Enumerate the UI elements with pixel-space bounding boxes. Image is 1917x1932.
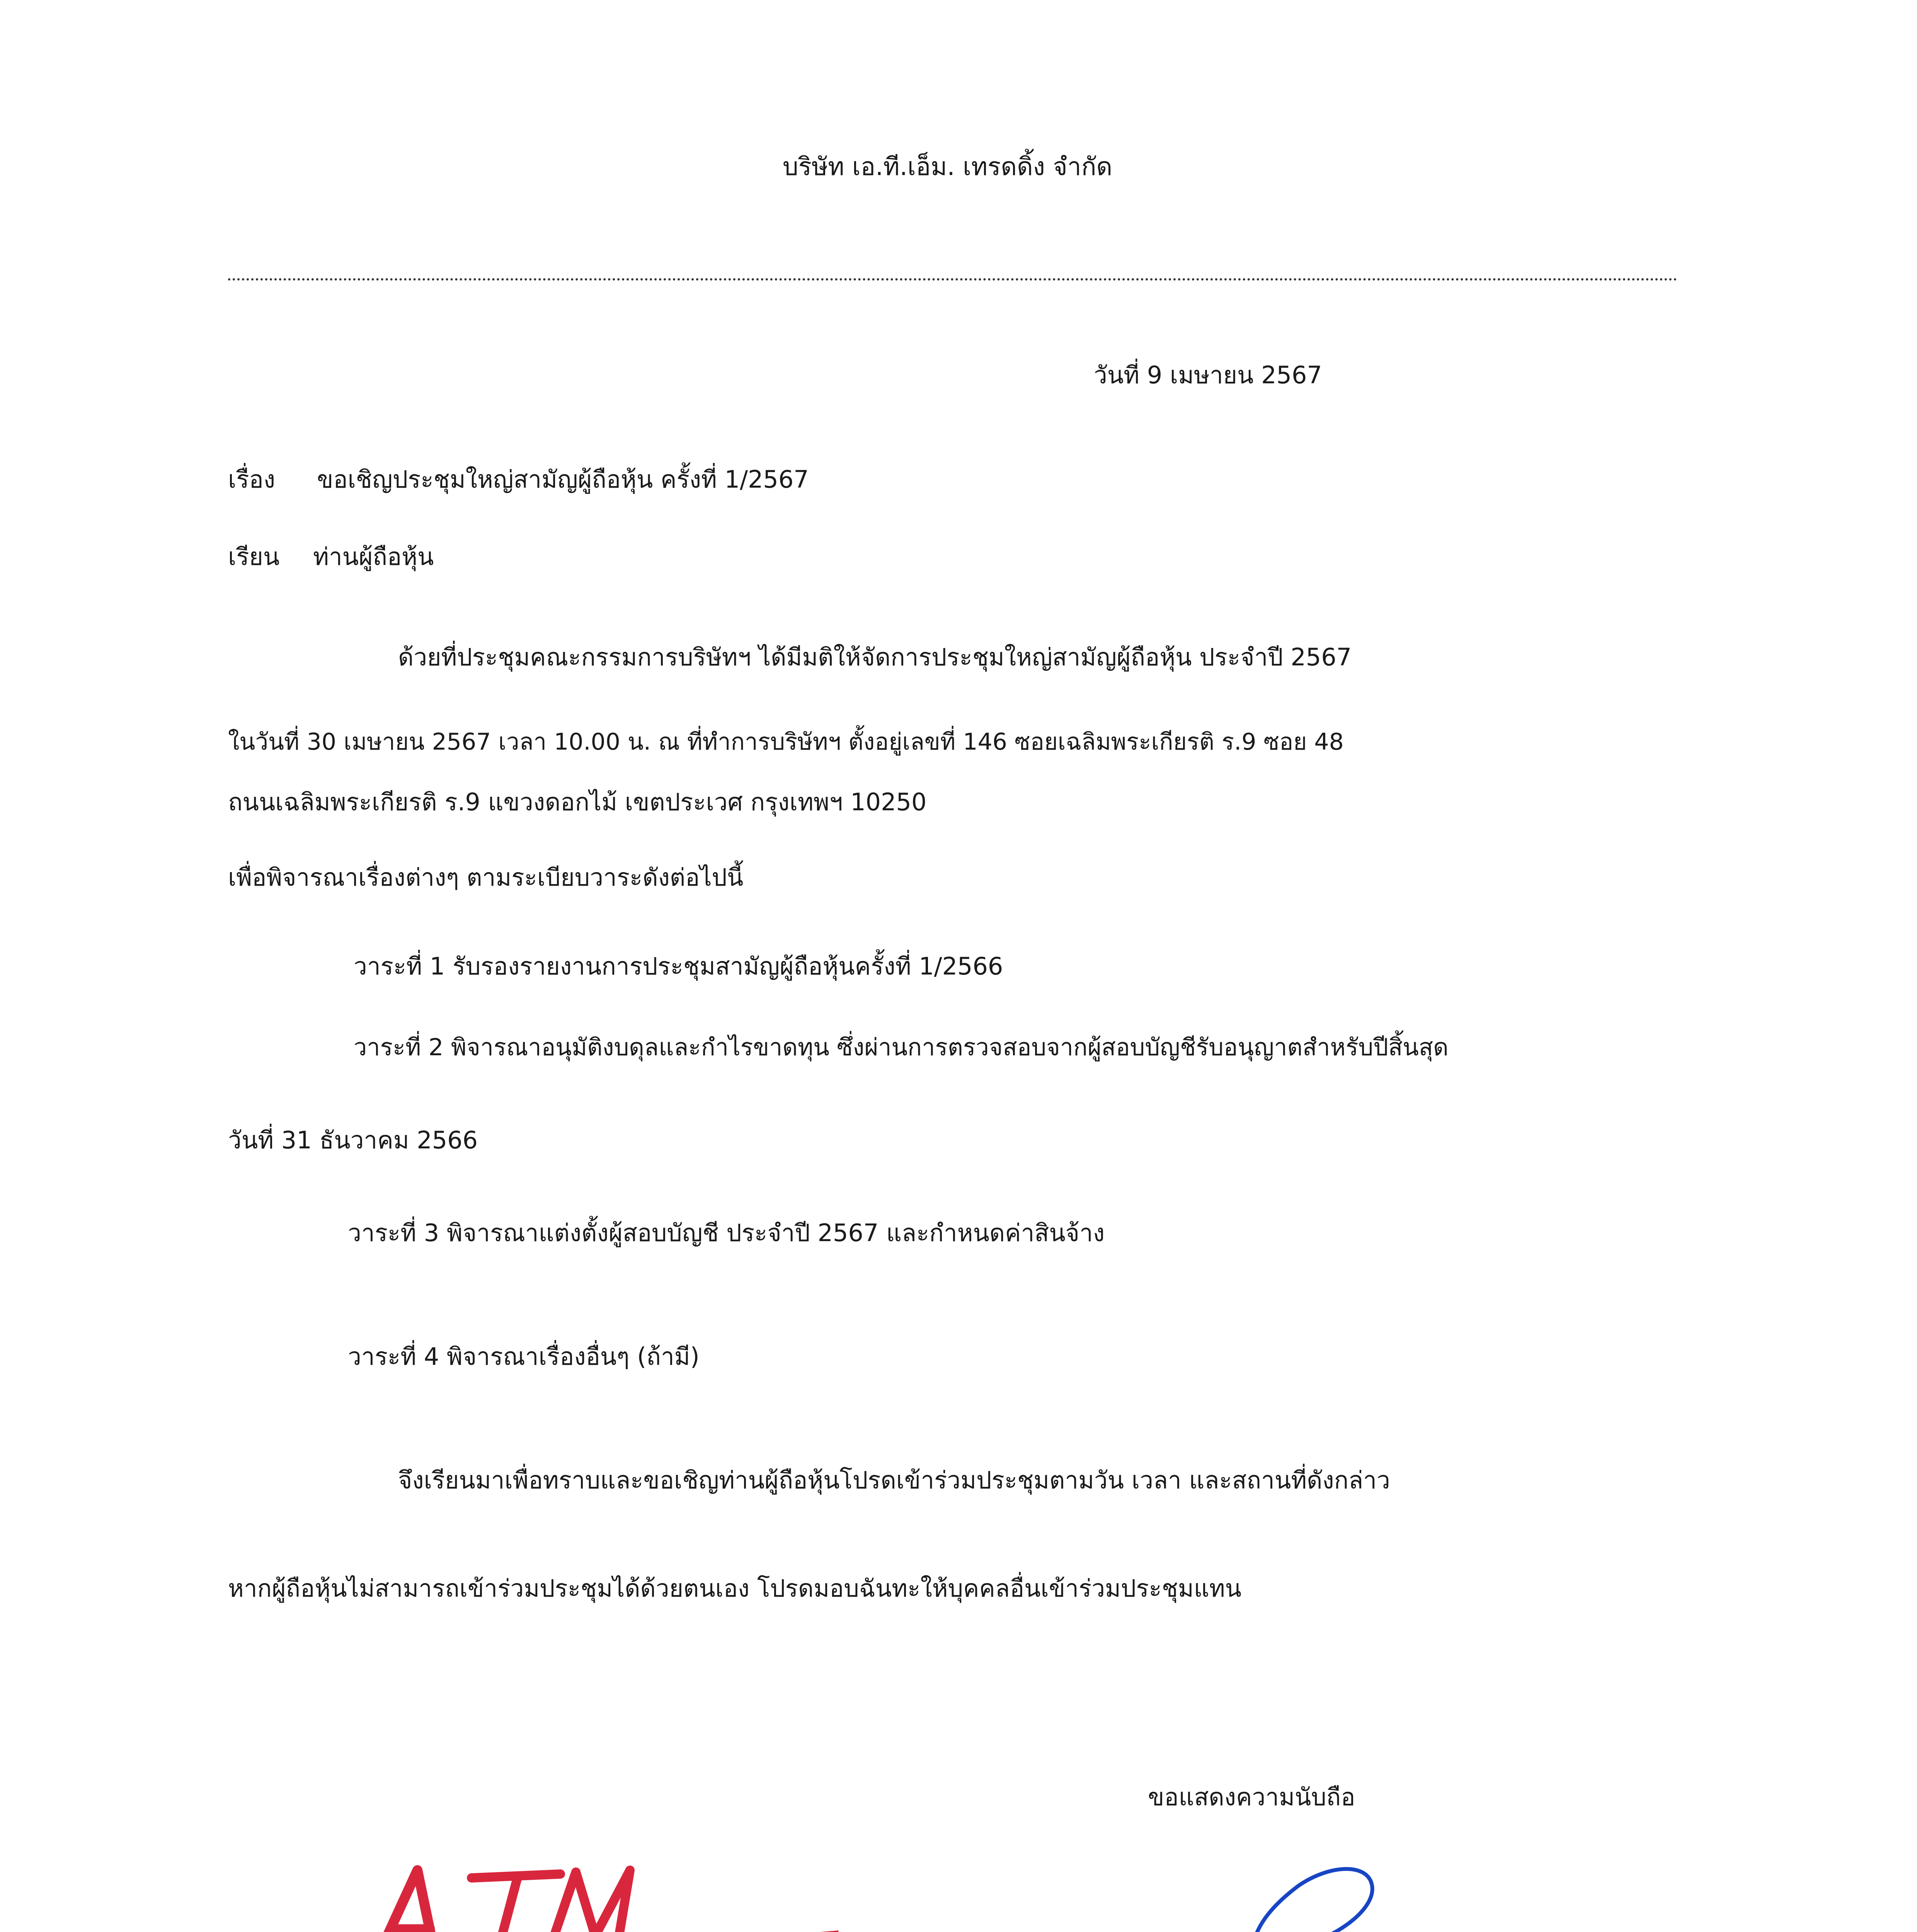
subject-label: เรื่อง [228,465,276,493]
company-header: บริษัท เอ.ที.เอ็ม. เทรดดิ้ง จำกัด [783,153,1112,181]
letter-date: วันที่ 9 เมษายน 2567 [1094,361,1322,389]
agenda-item-2-cont: วันที่ 31 ธันวาคม 2566 [228,1126,478,1154]
company-logo [359,1835,862,1932]
body-line-3: ถนนเฉลิมพระเกียรติ ร.9 แขวงดอกไม้ เขตประเวศ กรุงเทพฯ 10250 [228,788,927,816]
logo-mark [367,1870,839,1932]
recipient-label: เรียน [228,543,280,571]
closing-line-2: หากผู้ถือหุ้นไม่สามารถเข้าร่วมประชุมได้ด้วยตนเอง โปรดมอบฉันทะให้บุคคลอื่นเข้าร่วมประชุมแทน [228,1574,1242,1602]
header-divider [228,278,1677,281]
agenda-item-4: วาระที่ 4 พิจารณาเรื่องอื่นๆ (ถ้ามี) [348,1342,700,1371]
recipient-text: ท่านผู้ถือหุ้น [313,543,434,571]
subject-text: ขอเชิญประชุมใหญ่สามัญผู้ถือหุ้น ครั้งที่ 1/2567 [317,465,809,493]
agenda-item-1: วาระที่ 1 รับรองรายงานการประชุมสามัญผู้ถือหุ้นครั้งที่ 1/2566 [354,952,1003,980]
body-line-2: ในวันที่ 30 เมษายน 2567 เวลา 10.00 น. ณ ที่ทำการบริษัทฯ ตั้งอยู่เลขที่ 146 ซอยเฉลิมพระเกียรติ ร.9 ซอย 48 [228,728,1344,755]
body-line-1: ด้วยที่ประชุมคณะกรรมการบริษัทฯ ได้มีมติให้จัดการประชุมใหญ่สามัญผู้ถือหุ้น ประจำปี 2567 [398,643,1352,671]
regards-text: ขอแสดงความนับถือ [1148,1783,1355,1811]
agenda-item-3: วาระที่ 3 พิจารณาแต่งตั้งผู้สอบบัญชี ประจำปี 2567 และกำหนดค่าสินจ้าง [348,1219,1105,1247]
signature [1036,1851,1728,1932]
body-line-4: เพื่อพิจารณาเรื่องต่างๆ ตามระเบียบวาระดังต่อไปนี้ [228,863,744,891]
agenda-item-2: วาระที่ 2 พิจารณาอนุมัติงบดุลและกำไรขาดทุน ซึ่งผ่านการตรวจสอบจากผู้สอบบัญชีรับอนุญาตสำหรับปีสิ้นสุด [354,1034,1449,1061]
closing-line-1: จึงเรียนมาเพื่อทราบและขอเชิญท่านผู้ถือหุ้นโปรดเข้าร่วมประชุมตามวัน เวลา และสถานที่ดังกล่าว [398,1466,1390,1494]
